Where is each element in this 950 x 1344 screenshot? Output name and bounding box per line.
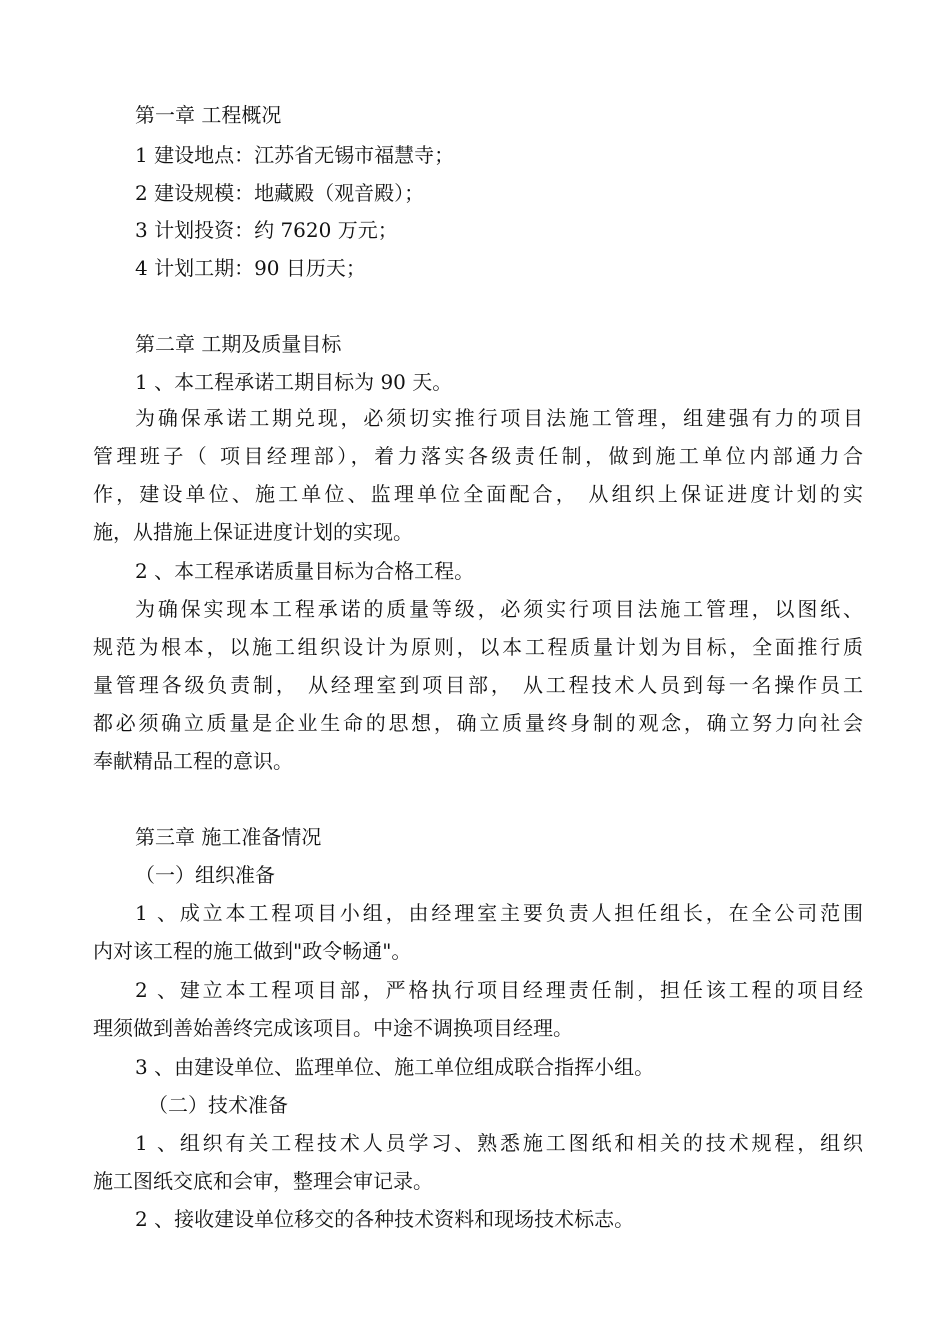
technical-line: 2 、接收建设单位移交的各种技术资料和现场技术标志。 [135,1207,635,1231]
schedule-target-item: 1 、本工程承诺工期目标为 90 天。 [135,370,453,394]
project-investment: 3 计划投资：约 7620 万元； [135,218,398,242]
technical-subheading: （二）技术准备 [148,1093,288,1117]
chapter-3-heading: 第三章 施工准备情况 [135,825,322,849]
organization-line: 理须做到善始善终完成该项目。中途不调换项目经理。 [93,1016,573,1040]
organization-line: 1 、成立本工程项目小组，由经理室主要负责人担任组长，在全公司范围 [135,901,863,925]
project-duration: 4 计划工期：90 日历天； [135,256,366,280]
chapter-2-heading: 第二章 工期及质量目标 [135,332,342,356]
organization-line: 3 、由建设单位、监理单位、施工单位组成联合指挥小组。 [135,1055,655,1079]
schedule-paragraph-line: 为确保承诺工期兑现，必须切实推行项目法施工管理，组建强有力的项目 [135,406,863,430]
quality-target-item: 2 、本工程承诺质量目标为合格工程。 [135,559,475,583]
organization-subheading: （一）组织准备 [135,863,275,887]
quality-paragraph-line: 奉献精品工程的意识。 [93,749,293,773]
quality-paragraph-line: 量管理各级负责制， 从经理室到项目部， 从工程技术人员到每一名操作员工 [93,673,863,697]
project-location: 1 建设地点：江苏省无锡市福慧寺； [135,143,455,167]
quality-paragraph-line: 规范为根本，以施工组织设计为原则，以本工程质量计划为目标，全面推行质 [93,635,863,659]
quality-paragraph-line: 为确保实现本工程承诺的质量等级，必须实行项目法施工管理，以图纸、 [135,597,863,621]
schedule-paragraph-line: 作，建设单位、施工单位、监理单位全面配合， 从组织上保证进度计划的实 [93,482,863,506]
schedule-paragraph-line: 施，从措施上保证进度计划的实现。 [93,520,413,544]
organization-line: 2 、建立本工程项目部，严格执行项目经理责任制，担任该工程的项目经 [135,978,863,1002]
organization-line: 内对该工程的施工做到"政令畅通"。 [93,939,412,963]
quality-paragraph-line: 都必须确立质量是企业生命的思想，确立质量终身制的观念，确立努力向社会 [93,711,863,735]
project-scale: 2 建设规模：地藏殿（观音殿）； [135,181,425,205]
technical-line: 施工图纸交底和会审，整理会审记录。 [93,1169,433,1193]
chapter-1-heading: 第一章 工程概况 [135,103,282,127]
technical-line: 1 、组织有关工程技术人员学习、熟悉施工图纸和相关的技术规程，组织 [135,1131,863,1155]
schedule-paragraph-line: 管理班子（ 项目经理部），着力落实各级责任制，做到施工单位内部通力合 [93,444,863,468]
